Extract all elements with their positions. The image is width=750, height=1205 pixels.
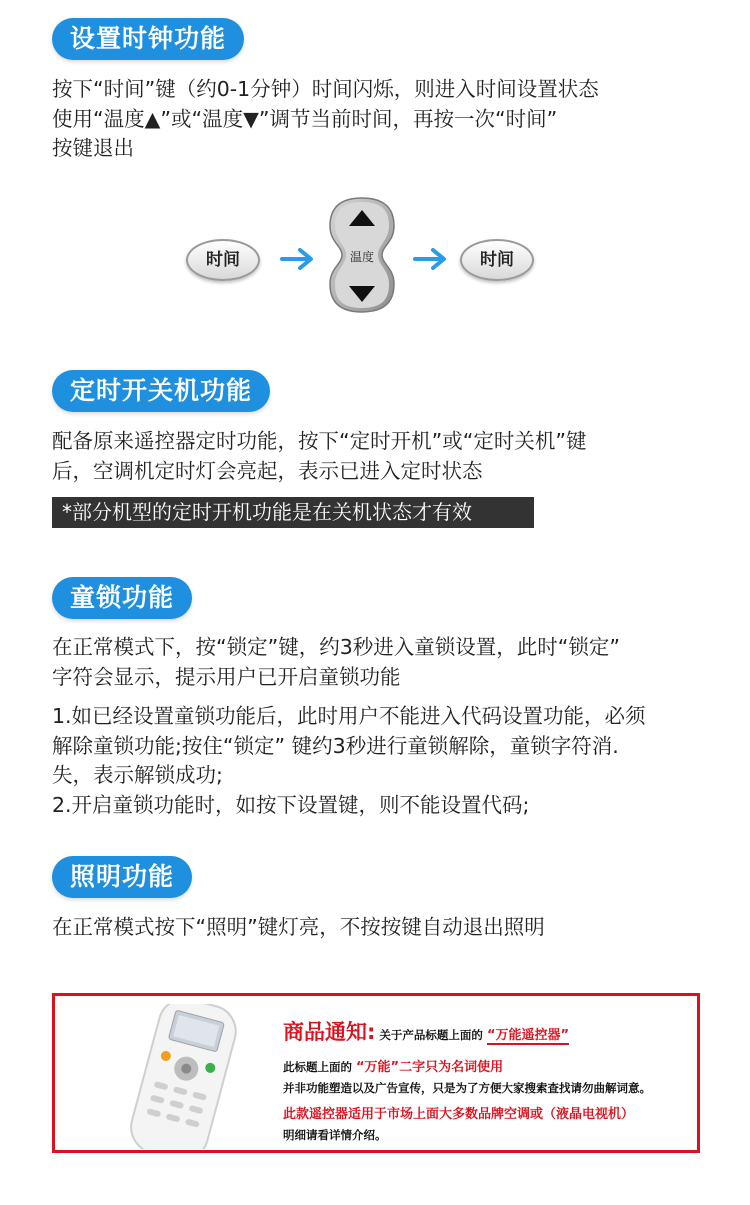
arrow-right-icon-2 [413, 247, 449, 271]
section-title-clock: 设置时钟功能 [52, 18, 244, 60]
notice-line-4: 明细请看详情介绍。 [283, 1128, 387, 1142]
product-notice [52, 993, 700, 1153]
child-lock-detail-3: 失，表示解锁成功; [52, 763, 223, 787]
clock-line-2: 使用“温度▲”或“温度▼”调节当前时间，再按一次“时间” [52, 106, 558, 131]
time-key-right: 时间 [460, 239, 534, 281]
notice-heading-suffix: 关于产品标题上面的 [379, 1028, 483, 1042]
notice-line-3: 此款遥控器适用于市场上面大多数品牌空调或（液晶电视机） [283, 1107, 635, 1122]
child-lock-line-1: 在正常模式下，按“锁定”键，约3秒进入童锁设置，此时“锁定” [52, 635, 621, 659]
clock-text [52, 75, 732, 164]
notice-line-2: 并非功能塑造以及广告宣传，只是为了方便大家搜索查找请勿曲解词意。 [283, 1081, 651, 1095]
timer-note: *部分机型的定时开机功能是在关机状态才有效 [52, 497, 534, 528]
timer-text [52, 427, 732, 486]
lighting-text [52, 913, 732, 943]
remote-control-image [85, 1004, 265, 1149]
child-lock-detail-1: 1.如已经设置童锁功能后，此时用户不能进入代码设置功能，必须 [52, 704, 646, 728]
child-lock-detail-4: 2.开启童锁功能时，如按下设置键，则不能设置代码; [52, 792, 530, 817]
notice-line-1-prefix: 此标题上面的 [283, 1060, 352, 1074]
timer-line-2: 后，空调机定时灯会亮起，表示已进入定时状态 [52, 458, 483, 483]
section-title-child-lock: 童锁功能 [52, 577, 192, 619]
child-lock-details [52, 702, 732, 820]
temperature-key [328, 196, 396, 314]
notice-heading: 商品通知: [283, 1020, 376, 1044]
temperature-key-label: 温度 [349, 250, 374, 264]
lighting-line-1: 在正常模式按下“照明”键灯亮，不按按键自动退出照明 [52, 915, 545, 939]
time-key-left: 时间 [186, 239, 260, 281]
child-lock-text [52, 633, 732, 692]
notice-line-1 [283, 1056, 503, 1075]
notice-heading-quote: “万能遥控器” [486, 1028, 570, 1043]
section-title-lighting: 照明功能 [52, 856, 192, 898]
clock-line-1: 按下“时间”键（约0-1分钟）时间闪烁，则进入时间设置状态 [52, 77, 599, 101]
section-title-timer: 定时开关机功能 [52, 370, 270, 412]
arrow-right-icon [280, 247, 316, 271]
child-lock-detail-2: 解除童锁功能;按住“锁定” 键约3秒进行童锁解除，童锁字符消. [52, 733, 619, 758]
notice-line-1-quote: “万能” [356, 1060, 400, 1075]
child-lock-line-2: 字符会显示，提示用户已开启童锁功能 [52, 664, 401, 689]
clock-line-3: 按键退出 [52, 136, 134, 160]
notice-line-1-suffix: 二字只为名词使用 [399, 1060, 504, 1075]
notice-heading-row [283, 1016, 569, 1046]
timer-line-1: 配备原来遥控器定时功能，按下“定时开机”或“定时关机”键 [52, 429, 587, 453]
